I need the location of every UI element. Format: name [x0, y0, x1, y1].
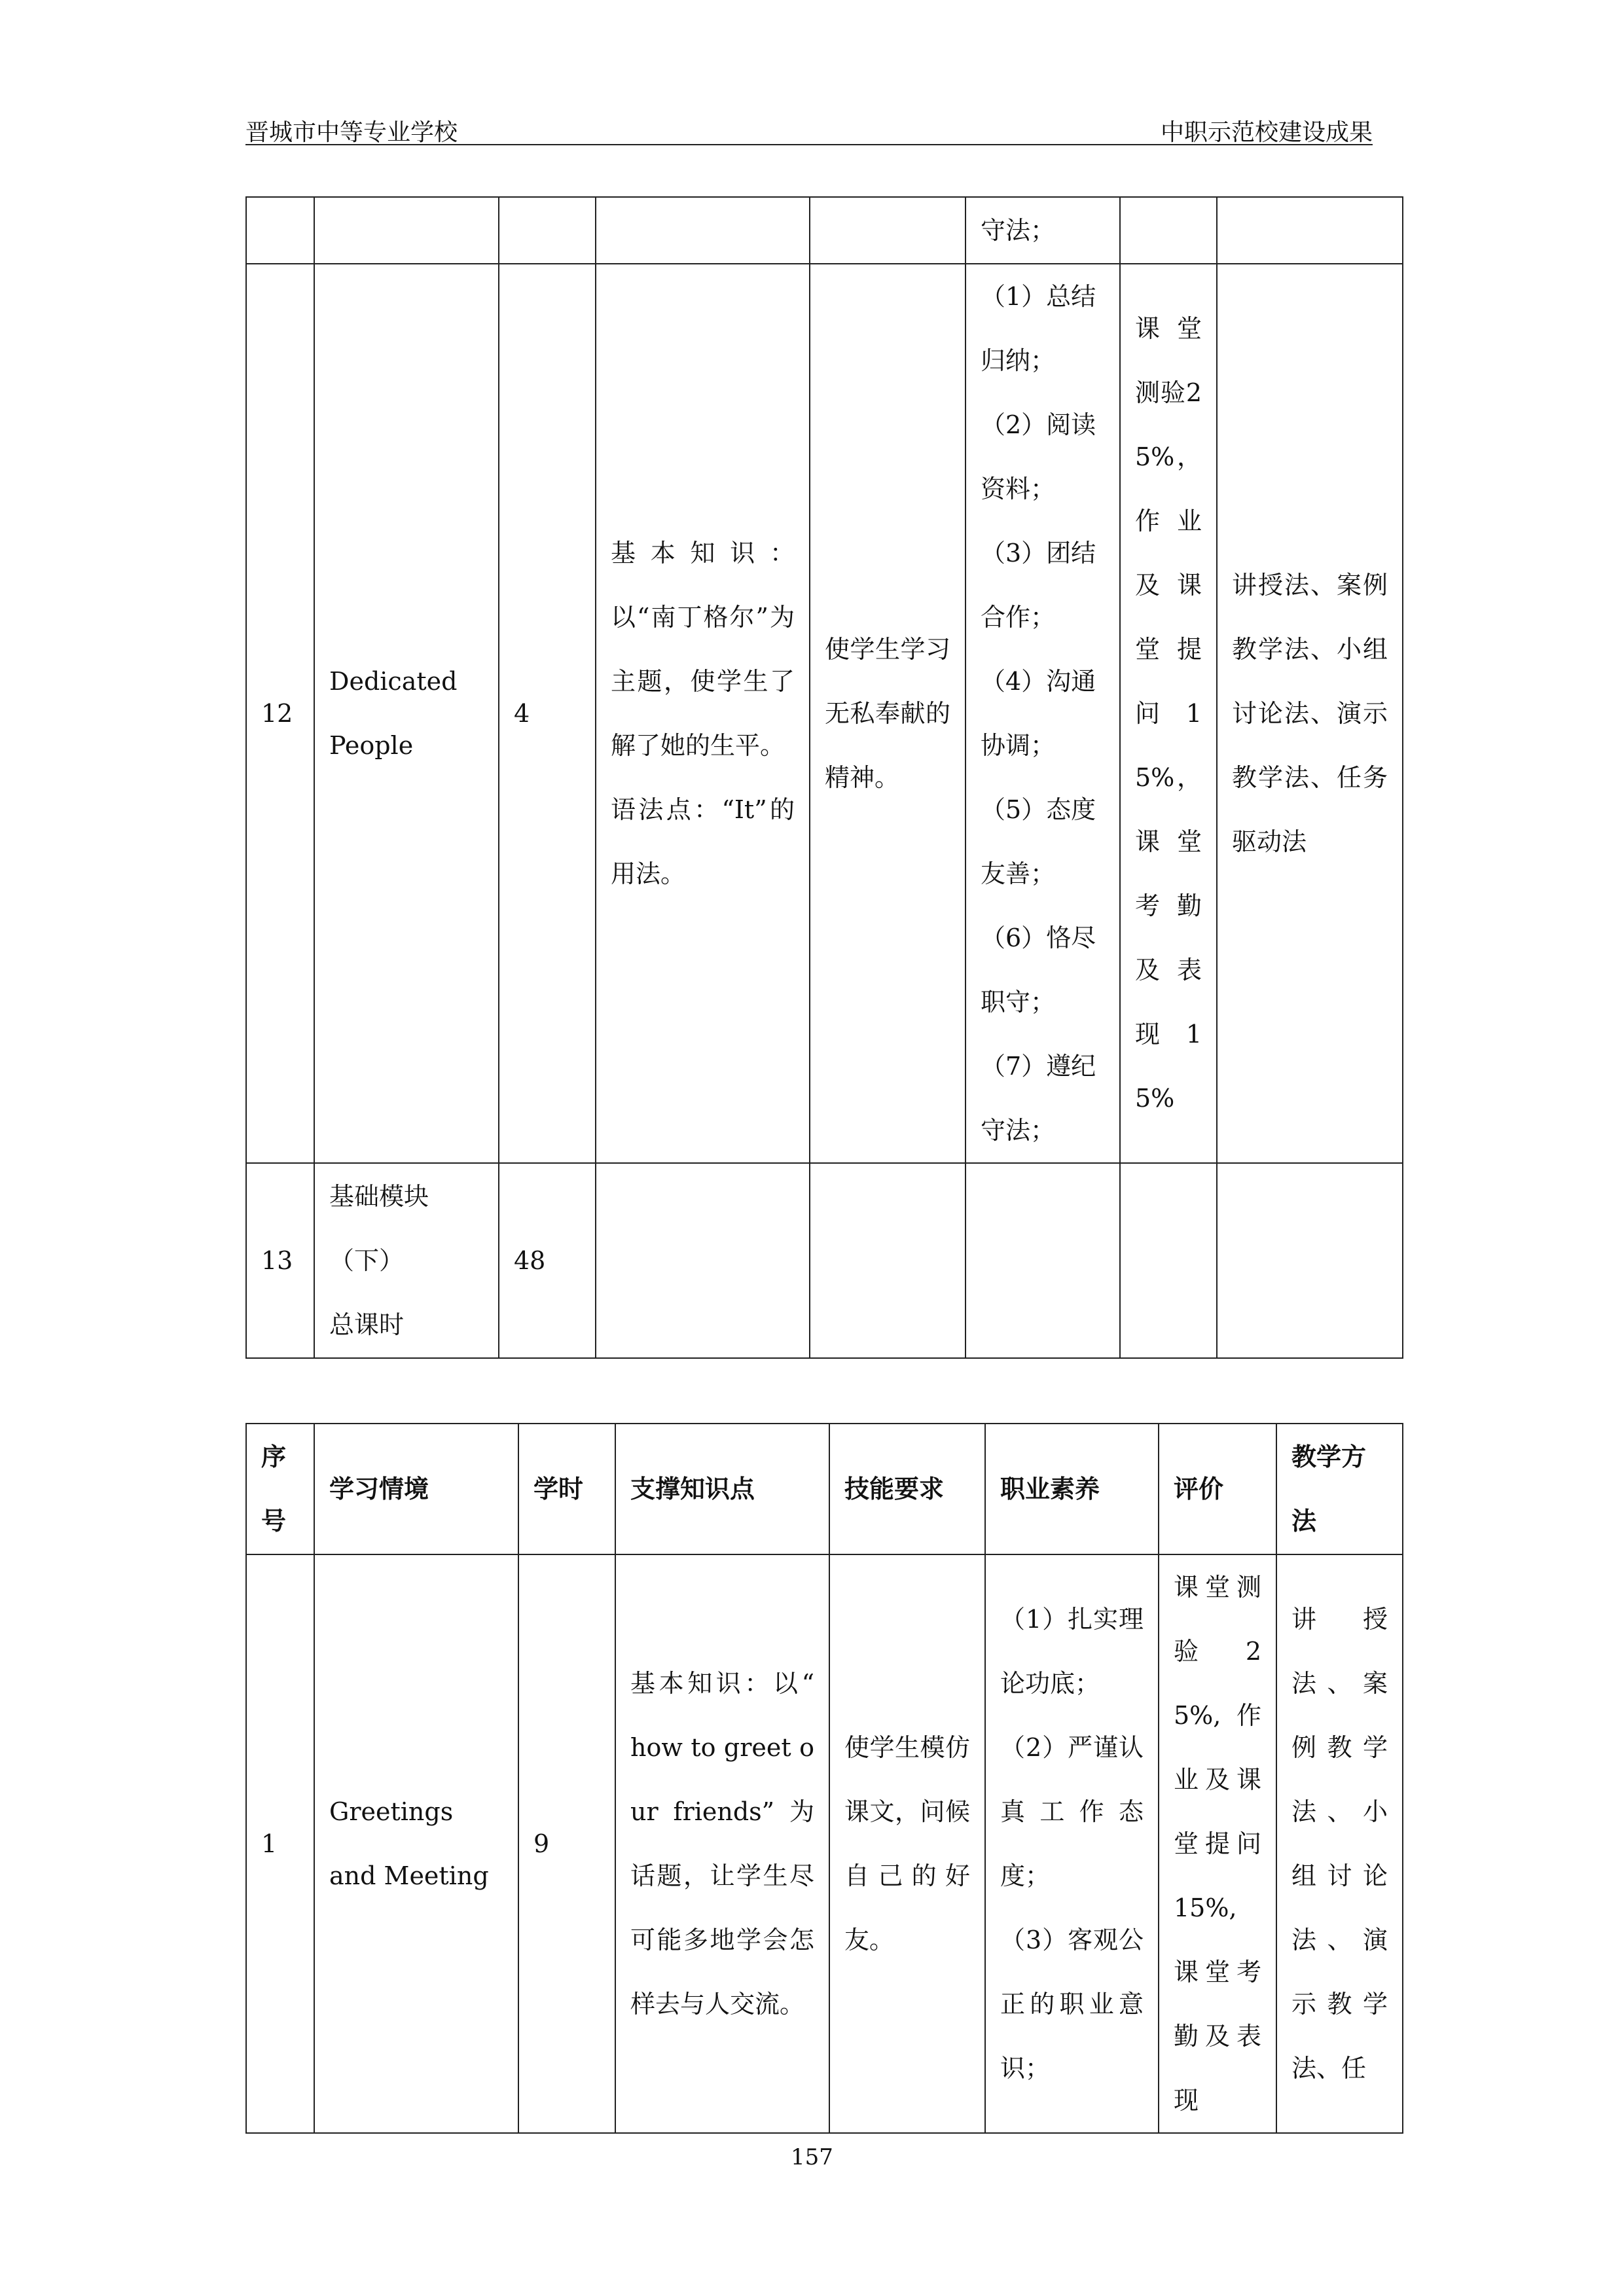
cell-quality — [965, 1163, 1120, 1358]
cell-skills: 使学生学习无私奉献的精神。 — [810, 264, 965, 1163]
cell-no: 13 — [246, 1163, 314, 1358]
cell-evaluation: 课堂测验25%,作业及课堂提问15%,课堂考勤及表现 — [1159, 1554, 1276, 2133]
cell-evaluation: 课堂测验25%，作业及课堂提问15%，课堂考勤及表现15% — [1120, 264, 1217, 1163]
cell-hours — [499, 197, 596, 264]
cell-quality: 守法； — [965, 197, 1120, 264]
course-table-continued — [245, 196, 1403, 1359]
table-row — [246, 197, 1403, 264]
table-header-row — [246, 1424, 1403, 1554]
cell-method: 讲授法、案例教学法、小组讨论法、演示教学法、任 — [1276, 1554, 1403, 2133]
cell-knowledge — [596, 197, 810, 264]
cell-no: 12 — [246, 264, 314, 1163]
table-row — [246, 1554, 1403, 2133]
cell-method: 讲授法、案例教学法、小组讨论法、演示教学法、任务驱动法 — [1217, 264, 1403, 1163]
cell-no: 1 — [246, 1554, 314, 2133]
cell-quality: （1）扎实理论功底； （2）严谨认真工作态度； （3）客观公正的职业意识； — [985, 1554, 1159, 2133]
cell-skills — [810, 197, 965, 264]
page-number: 157 — [791, 2144, 833, 2170]
header-skills: 技能要求 — [829, 1424, 985, 1554]
cell-hours: 9 — [518, 1554, 615, 2133]
cell-situation: Dedicated People — [314, 264, 499, 1163]
header-hours: 学时 — [518, 1424, 615, 1554]
page-header — [245, 110, 1373, 145]
cell-knowledge — [596, 1163, 810, 1358]
school-name: 晋城市中等专业学校 — [245, 119, 458, 146]
cell-method — [1217, 197, 1403, 264]
header-evaluation: 评价 — [1159, 1424, 1276, 1554]
cell-knowledge: 基本知识：以“南丁格尔”为主题，使学生了解了她的生平。 语法点：“It”的用法。 — [596, 264, 810, 1163]
cell-skills — [810, 1163, 965, 1358]
course-table — [245, 1423, 1403, 2134]
table-row — [246, 264, 1403, 1163]
table-row — [246, 1163, 1403, 1358]
header-method: 教学方法 — [1276, 1424, 1403, 1554]
cell-situation: Greetings and Meeting — [314, 1554, 518, 2133]
cell-situation — [314, 197, 499, 264]
cell-hours: 4 — [499, 264, 596, 1163]
cell-skills: 使学生模仿课文，问候自己的好友。 — [829, 1554, 985, 2133]
header-knowledge: 支撑知识点 — [615, 1424, 829, 1554]
cell-hours: 48 — [499, 1163, 596, 1358]
document-title: 中职示范校建设成果 — [1160, 119, 1373, 146]
cell-evaluation — [1120, 1163, 1217, 1358]
header-quality: 职业素养 — [985, 1424, 1159, 1554]
cell-knowledge: 基本知识：以“ how to greet our friends” 为话题，让学生尽可能多地学会怎样去与人交流。 — [615, 1554, 829, 2133]
cell-evaluation — [1120, 197, 1217, 264]
cell-method — [1217, 1163, 1403, 1358]
cell-quality: （1）总结归纳； （2）阅读资料； （3）团结合作； （4）沟通协调； （5）态度友善； （6）恪尽职守； （7）遵纪守法； — [965, 264, 1120, 1163]
header-no: 序号 — [246, 1424, 314, 1554]
header-situation: 学习情境 — [314, 1424, 518, 1554]
cell-no — [246, 197, 314, 264]
cell-situation: 基础模块（下） 总课时 — [314, 1163, 499, 1358]
